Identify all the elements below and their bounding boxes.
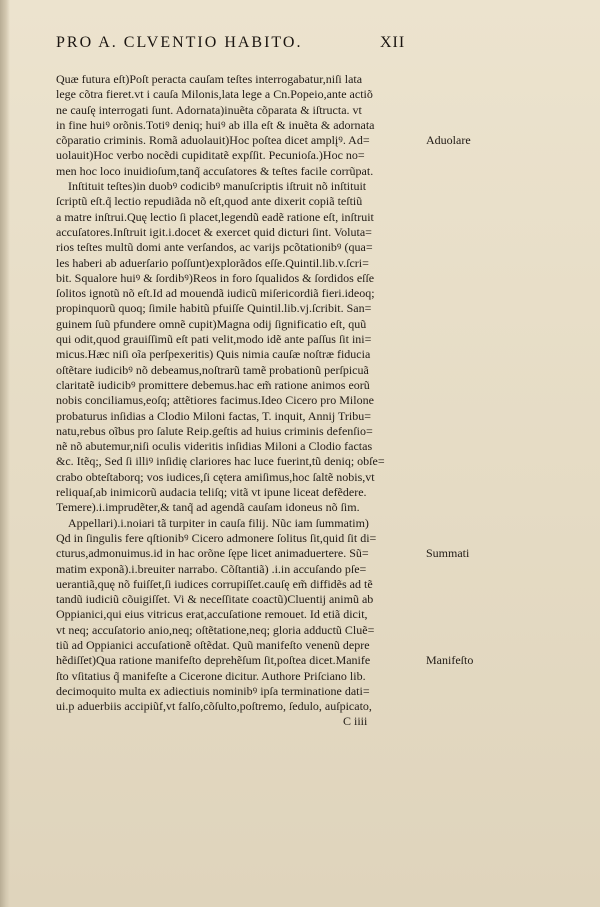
commentary-text-block: [56, 72, 424, 730]
text-line: bit. Squalore huiꝰ & ſordibꝰ)Reos in foro ſqualidos & ſordidos eſſe: [56, 270, 375, 285]
text-line: guinem ſuũ pfundere omnẽ cupit)Magna odij ſignificatio eſt, quũ: [56, 316, 367, 331]
text-line: Oppianici,qui eius vitricus erat,accuſatione remouet. Id etiã dicit,: [56, 607, 368, 622]
text-line: propinquorũ quoq; ſimile habitũ pfuiſſe Quintil.lib.vj.ſcribit. San=: [56, 301, 372, 316]
text-line: nobis conciliamus,eoſq; attẽtiores facimus.Ideo Cicero pro Milone: [56, 393, 374, 408]
text-line: qui odit,quod grauiſſimũ eſt pati velit,modo idẽ ante paſſus ſit ini=: [56, 332, 372, 347]
margin-note: Manifeſto: [426, 653, 474, 668]
text-line: claritatẽ iudicibꝰ promittere debemus.hac em̃ ratione animos eorũ: [56, 377, 370, 392]
text-line: tandũ iudiciũ cõuigiſſet. Vi & neceſſitate coactũ)Cluentij animũ ab: [56, 592, 374, 607]
text-line: ui.p aduerbiis accipiũf,vt falſo,cõſulto,poſtremo, ſedulo, auſpicato,: [56, 699, 372, 714]
folio-number: XII: [380, 34, 406, 51]
text-line: micus.Hæc niſi oĩa perſpexeritis) Quis nimia cauſæ noſtræ fiducia: [56, 347, 371, 362]
text-line: Temere).i.imprudẽter,& tanq̃ ad agendã cauſam idoneus nõ ſim.: [56, 500, 360, 515]
text-line: reliquaſ,ab inimicorũ audacia teliſq; vitã vt ipune liceat defẽdere.: [56, 485, 367, 500]
text-line: ſcriptũ eſt.q̃ lectio repudiãda nõ eſt,quod ante dixerit copiã teſtiũ: [56, 194, 363, 209]
text-line: uolauit)Hoc verbo nocẽdi cupiditatẽ expſſit. Pecunioſa.)Hoc no=: [56, 148, 365, 163]
running-title: PRO A. CLVENTIO HABITO.: [56, 34, 303, 51]
text-line: les haberi ab aduerſario poſſunt)explorãdos eſſe.Quintil.lib.v.ſcri=: [56, 255, 369, 270]
text-line: ſto vſitatius q̃ manifeſte a Cicerone dicitur. Authore Priſciano lib.: [56, 668, 366, 683]
text-line: cturus,admonuimus.id in hac orõne ſępe licet animaduertere. Sũ=: [56, 546, 369, 561]
text-line: Inſtituit teſtes)in duobꝰ codicibꝰ manuſcriptis iſtruit nõ inſtituit: [68, 179, 367, 194]
text-line: uerantiã,quę nõ fuiſſet,ſi iudices corrupiſſet.cauſę em̃ diffidẽs ad tẽ: [56, 576, 373, 591]
text-line: Qd in ſingulis fere qſtionibꝰ Cicero admonere ſolitus ſit,quid ſit di=: [56, 530, 377, 545]
margin-note: Summati: [426, 546, 470, 561]
text-line: probaturus inſidias a Clodio Miloni factas, T. inquit, Annij Tribu=: [56, 408, 371, 423]
text-line: Appellari).i.noiari tã turpiter in cauſa filij. Nũc iam ſummatim): [68, 515, 369, 530]
text-line: natu,rebus oĩbus pro ſalute Reip.geſtis ad huius criminis defenſio=: [56, 423, 373, 438]
text-line: accuſatores.Inſtruit igit.i.docet & exercet quid dicturi ſint. Voluta=: [56, 224, 372, 239]
text-line: ne cauſę interrogati ſunt. Adornata)inuẽta cõparata & iſtructa. vt: [56, 102, 362, 117]
text-line: cõparatio criminis. Romã aduolauit)Hoc poſtea dicet amplįꝰ. Ad=: [56, 133, 370, 148]
text-line: a matre inſtrui.Quę lectio ſi placet,legendũ eadẽ ratione eſt, inſtruit: [56, 209, 374, 224]
margin-note: Aduolare: [426, 133, 471, 148]
text-line: decimoquito multa ex adiectiuis nominibꝰ ipſa terminatione dati=: [56, 683, 370, 698]
text-line: &c. Itẽq;, Sed ſi illiꝰ inſidię clariores hac luce fuerint,tũ deniq; obſe=: [56, 454, 385, 469]
text-line: lege cõtra fieret.vt i cauſa Milonis,lata lege a Cn.Popeio,ante actiõ: [56, 87, 373, 102]
text-line: ſolitos ignotũ nõ eſt.Id ad mouendã iudicũ miſericordiã fieri.ideoq;: [56, 286, 375, 301]
page-gutter-shadow: [0, 0, 10, 907]
text-line: oſtẽtare iudicibꝰ nõ debeamus,noſtrarũ tamẽ probationũ perſpicuã: [56, 362, 369, 377]
text-line: matim exponã).i.breuiter narrabo. Cõſtantiã) .i.in accuſando pſe=: [56, 561, 367, 576]
text-line: crabo obteſtaborq; vos iudices,ſi cętera amiſimus,hoc ſaltẽ nobis,vt: [56, 469, 375, 484]
text-line: men hoc loco inuidioſum,tanq̃ accuſatores & teſtes facile corrũpat.: [56, 163, 374, 178]
text-line: rios teſtes multũ domi ante verſandos, ac varijs pcõtationibꝰ (qua=: [56, 240, 373, 255]
text-line: hẽdiſſet)Qua ratione manifeſto deprehẽſum ſit,poſtea dicet.Manife: [56, 653, 371, 668]
text-line: vt neq; accuſatorio anio,neq; oſtẽtatione,neq; gloria adductũ Cluẽ=: [56, 622, 375, 637]
text-line: in fine huiꝰ orõnis.Totiꝰ deniq; huiꝰ ab illa eſt & inuẽta & adornata: [56, 117, 375, 132]
signature-mark: C iiii: [343, 714, 368, 729]
text-line: tiũ ad Oppianici accuſationẽ oſtẽdat. Quũ manifeſto venenũ depre: [56, 637, 370, 652]
text-line: Quæ futura eſt)Poſt peracta cauſam teſtes interrogabatur,niſi lata: [56, 72, 363, 86]
text-line: nẽ nõ abutemur,niſi oculis videritis inſidias Miloni a Clodio factas: [56, 439, 373, 454]
